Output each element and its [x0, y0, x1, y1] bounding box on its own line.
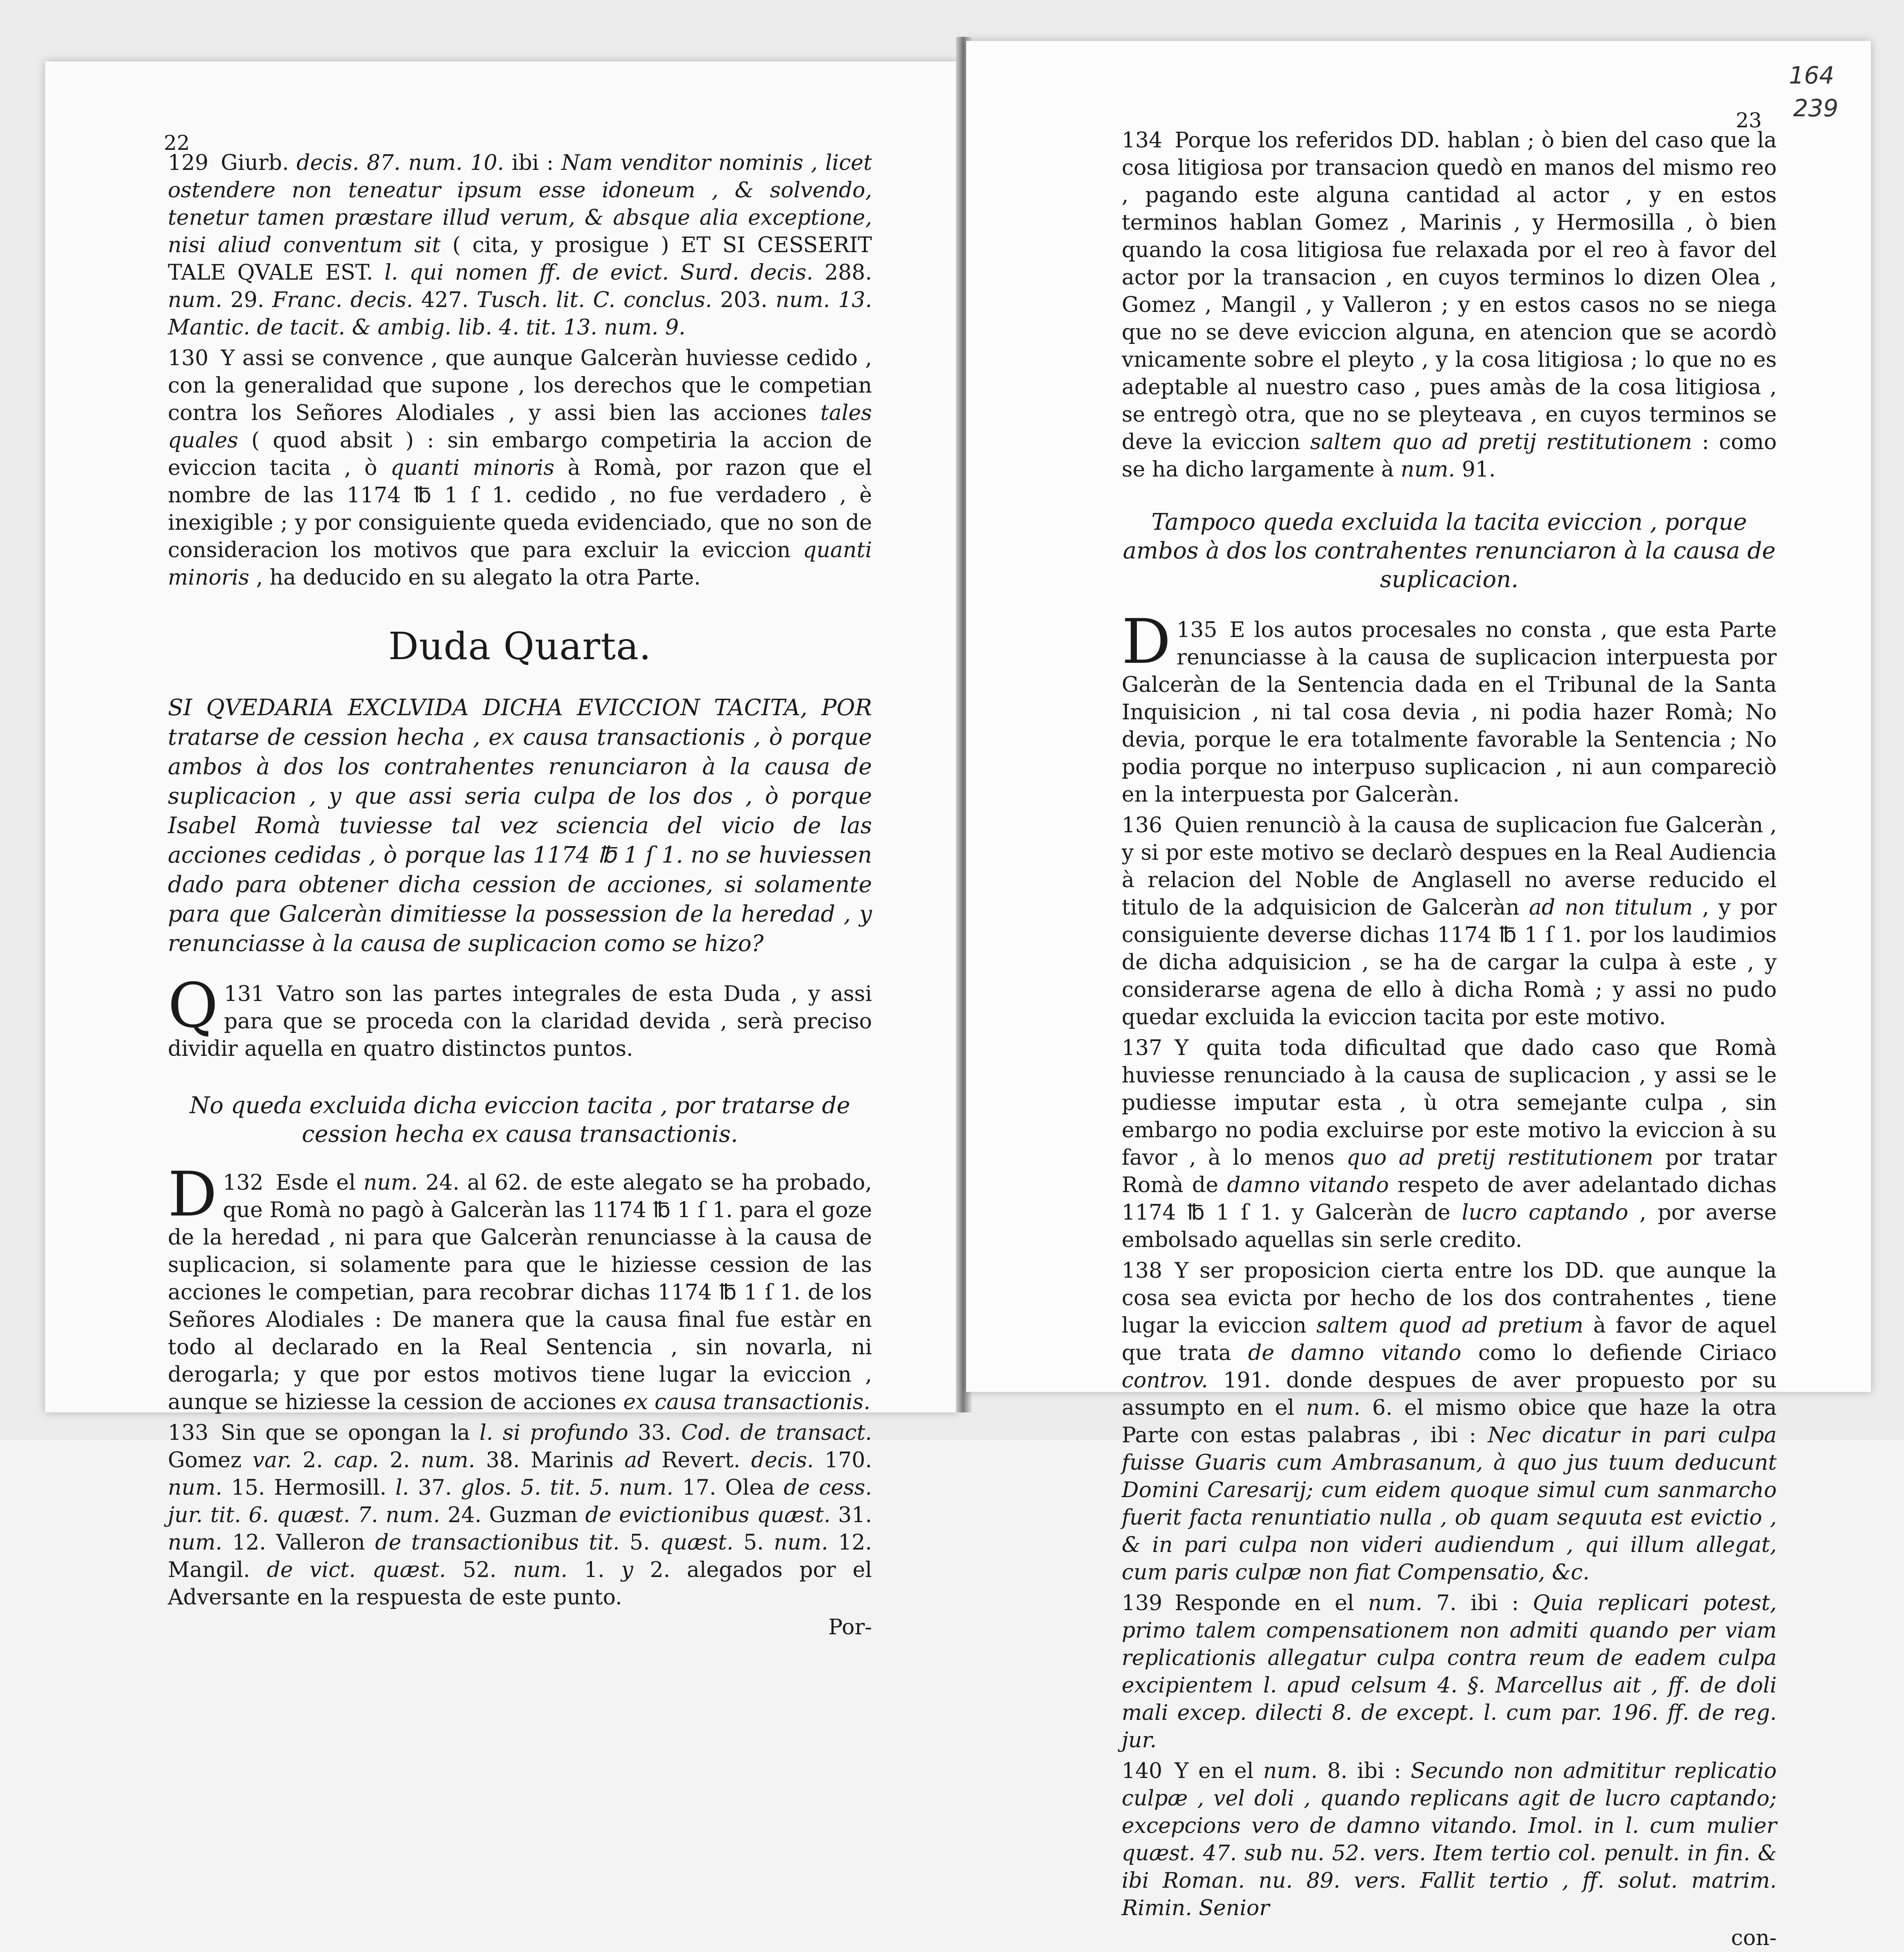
- page-number-left: 22: [164, 131, 190, 155]
- left-page: [45, 61, 958, 1640]
- paragraph-138: 138 Y ser proposicion cierta entre los DD. que aunque la cosa sea evicta por hecho de los dos contrahentes , tiene lugar la eviccion saltem quod ad pretium à favor de aquel que trata de damno vitando como lo defiende Ciriaco controv. 191. donde despues de aver propuesto por su assumpto en el num. 6. el mismo obice que haze la otra Parte con estas palabras , ibi : Nec dicatur in pari culpa fuisse Guaris cum Ambrasanum, à quo jus tuum deducunt Domini Caresarij; cum eidem quoque simul cum sanmarcho fuerit facta renuntiatio nulla , ob quam sequuta est evictio , & in pari culpa non videri audiendum , qui illum allegat, cum paris culpæ non fiat Compensatio, &c.: [1122, 1258, 1777, 1585]
- page-number-right: 23: [1736, 108, 1762, 132]
- right-text-column: [1122, 127, 1777, 1952]
- paragraph-136: 136 Quien renunciò à la causa de suplicacion fue Galceràn , y si por este motivo se declarò despues en la Real Audiencia à relacion del Noble de Anglasell no averse reducido el titulo de la adquisicion de Galceràn ad non titulum , y por consiguiente deverse dichas 1174 ℔ 1 ſ 1. por los laudimios de dicha adquisicion , se ha de cargar la culpa à este , y considerarse agena de ello à dicha Romà ; y assi no pudo quedar excluida la eviccion tacita por este motivo.: [1122, 813, 1777, 1030]
- subheading-right: Tampoco queda excluida la tacita eviccion , porque ambos à dos los contrahentes renunciaron à la causa de suplicacion.: [1123, 509, 1776, 593]
- drop-cap: D: [1122, 606, 1171, 678]
- paragraph-133: 133 Sin que se opongan la l. si profundo 33. Cod. de transact. Gomez var. 2. cap. 2. num. 38. Marinis ad Revert. decis. 170. num. 15. Hermosill. l. 37. glos. 5. tit. 5. num. 17. Olea de cess. jur. tit. 6. quæst. 7. num. 24. Guzman de evictionibus quæst. 31. num. 12. Valleron de transactionibus tit. 5. quæst. 5. num. 12. Mangil. de vict. quæst. 52. num. 1. y 2. alegados por el Adversante en la respuesta de este punto.: [168, 1421, 872, 1610]
- right-page: [966, 41, 1871, 1950]
- folio-mark-2: 239: [1793, 94, 1839, 122]
- paragraph-140: 140 Y en el num. 8. ibi : Secundo non admititur replicatio culpæ , vel doli , quando replicans agit de lucro captando; excepcions vero de damno vitando. Imol. in l. cum mulier quæst. 47. sub nu. 52. vers. Item tertio col. penult. in fin. & ibi Roman. nu. 89. vers. Fallit tertio , ff. solut. matrim. Rimin. Senior: [1122, 1759, 1777, 1920]
- paragraph-135: 135 D E los autos procesales no consta , que esta Parte renunciasse à la causa de suplicacion interpuesta por Galceràn de la Sentencia dada en el Tribunal de la Santa Inquisicion , ni tal cosa devia , ni podia hazer Romà; No devia, porque le era totalmente favorable la Sentencia ; No podia porque no interpuso suplicacion , ni aun compareciò en la interpuesta por Galceràn.: [1122, 606, 1777, 807]
- paragraph-129: 129 Giurb. decis. 87. num. 10. ibi : Nam venditor nominis , licet ostendere non teneatur ipsum esse idoneum , & solvendo, tenetur tamen præstare illud verum, & absque alia exceptione, nisi aliud conventum sit ( cita, y prosigue ) ET SI CESSERIT TALE QVALE EST. l. qui nomen ff. de evict. Surd. decis. 288. num. 29. Franc. decis. 427. Tusch. lit. C. conclus. 203. num. 13. Mantic. de tacit. & ambig. lib. 4. tit. 13. num. 9.: [168, 151, 872, 340]
- paragraph-131: 131 Q Vatro son las partes integrales de esta Duda , y assi para que se proceda con la claridad devida , serà preciso dividir aquella en quatro distinctos puntos.: [168, 970, 872, 1061]
- section-heading: Duda Quarta.: [388, 624, 652, 668]
- subheading: No queda excluida dicha eviccion tacita , por tratarse de cession hecha ex causa transactionis.: [190, 1092, 850, 1148]
- left-text-column: [168, 149, 872, 1641]
- catchword-right: con-: [1731, 1926, 1777, 1950]
- paragraph-number: 129: [168, 151, 209, 175]
- paragraph-137: 137 Y quita toda dificultad que dado caso que Romà huviesse renunciado à la causa de suplicacion , y assi se le pudiesse imputar esta , ù otra semejante culpa , sin embargo no podia excluirse por este motivo la eviccion à su favor , à lo menos quo ad pretij restitutionem por tratar Romà de damno vitando respeto de aver adelantado dichas 1174 ℔ 1 ſ 1. y Galceràn de lucro captando , por averse embolsado aquellas sin serle credito.: [1122, 1036, 1777, 1252]
- folio-mark: 164: [1789, 61, 1834, 89]
- paragraph-134: 134 Porque los referidos DD. hablan ; ò bien del caso que la cosa litigiosa por transacion quedò en manos del mismo reo , pagando este alguna cantidad al actor , y en estos terminos hablan Gomez , Marinis , y Hermosilla , ò bien quando la cosa litigiosa fue relaxada por el reo à favor del actor por la transacion , en cuyos terminos lo dizen Olea , Gomez , Mangil , y Valleron ; y en estos casos no se niega que no se deve eviccion alguna, en atencion que se acordò vnicamente sobre el pleyto , y la cosa litigiosa ; lo que no es adeptable al nuestro caso , pues amàs de la cosa litigiosa , se entregò otra, que no se pleyteava , en cuyos terminos se deve la eviccion saltem quo ad pretij restitutionem : como se ha dicho largamente à num. 91.: [1122, 128, 1777, 482]
- paragraph-130: 130 Y assi se convence , que aunque Galceràn huviesse cedido , con la generalidad que supone , los derechos que le competian contra los Señores Alodiales , y assi bien las acciones tales quales ( quod absit ) : sin embargo competiria la accion de eviccion tacita , ò quanti minoris à Romà, por razon que el nombre de las 1174 ℔ 1 ſ 1. cedido , no fue verdadero , è inexigible ; y por consiguiente queda evidenciado, que no son de consideracion los motivos que para excluir la eviccion quanti minoris , ha deducido en su alegato la otra Parte.: [168, 346, 872, 590]
- drop-cap: Q: [168, 970, 218, 1042]
- drop-cap: D: [168, 1159, 217, 1230]
- catchword-left: Por-: [828, 1615, 872, 1640]
- question-text: SI QVEDARIA EXCLVIDA DICHA EVICCION TACITA, POR tratarse de cession hecha , ex causa transactionis , ò porque ambos à dos los contrahentes renunciaron à la causa de suplicacion , y que assi seria culpa de los dos , ò porque Isabel Romà tuviesse tal vez sciencia del vicio de las acciones cedidas , ò porque las 1174 ℔ 1 ſ 1. no se huviessen dado para obtener dicha cession de acciones, si solamente para que Galceràn dimitiesse la possession de la heredad , y renunciasse à la causa de suplicacion como se hizo?: [168, 694, 872, 956]
- paragraph-132: 132 D Esde el num. 24. al 62. de este alegato se ha probado, que Romà no pagò à Galceràn las 1174 ℔ 1 ſ 1. para el goze de la heredad , ni para que Galceràn renunciasse à la causa de suplicacion, si solamente para que le hiziesse cession de las acciones le competian, para recobrar dichas 1174 ℔ 1 ſ 1. de los Señores Alodiales : De manera que la causa final fue estàr en todo al declarado en la Real Sentencia , sin novarla, ni derogarla; y que por estos motivos tiene lugar la eviccion , aunque se hiziesse la cession de acciones ex causa transactionis.: [168, 1159, 872, 1414]
- paragraph-139: 139 Responde en el num. 7. ibi : Quia replicari potest, primo talem compensationem non admiti quando per viam replicationis allegatur culpa contra reum de eadem culpa excipientem l. apud celsum 4. §. Marcellus ait , ff. de doli mali excep. dilecti 8. de except. l. cum par. 196. ff. de reg. jur.: [1122, 1591, 1777, 1753]
